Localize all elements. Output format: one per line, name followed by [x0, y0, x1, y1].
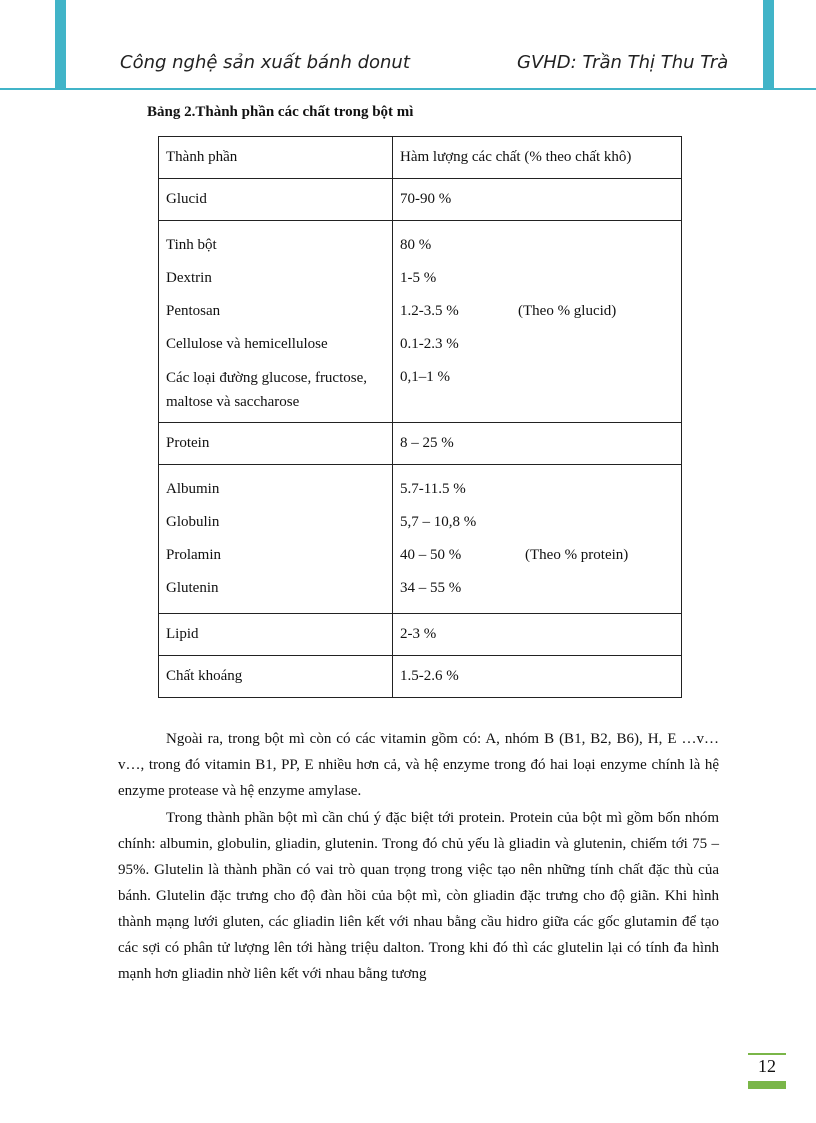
protein-item-name: Prolamin	[166, 547, 221, 563]
paragraph-text: Ngoài ra, trong bột mì còn có các vitamin gồm có: A, nhóm B (B1, B2, B6), H, E …v…v…, trong đó vitamin B1, PP, E nhiều hơn cả, và hệ enzyme trong đó hai loại enzyme chính là hệ enzyme protease và hệ enzyme amylase.	[118, 731, 719, 799]
cell-glucid-value: 70-90 %	[393, 179, 682, 221]
protein-item-name: Glutenin	[166, 580, 219, 596]
page-number: 12	[758, 1056, 776, 1076]
carb-item-value: 0.1-2.3 %	[400, 336, 459, 352]
cell-mineral-name: Chất khoáng	[159, 656, 393, 698]
protein-item-value: 5,7 – 10,8 %	[400, 514, 477, 530]
header-title: Công nghệ sản xuất bánh donut	[120, 52, 410, 73]
carb-item-name: Pentosan	[166, 303, 221, 319]
cell-carb-values	[393, 221, 682, 423]
carb-item-value: 1.2-3.5 %	[400, 303, 459, 319]
protein-item-name: Globulin	[166, 514, 220, 530]
protein-item-value: 40 – 50 %	[400, 547, 462, 563]
cell-protein-names	[159, 465, 393, 614]
carb-basis-note: (Theo % glucid)	[518, 303, 617, 319]
header-divider	[0, 88, 816, 90]
carb-item-value: 80 %	[400, 237, 432, 253]
table-row-mineral	[159, 656, 682, 698]
paragraph-vitamins	[118, 726, 719, 804]
table-header-row	[159, 137, 682, 179]
table-row-carb-details	[159, 221, 682, 423]
header-supervisor: GVHD: Trần Thị Thu Trà	[517, 52, 729, 73]
carb-item-value: 1-5 %	[400, 270, 437, 286]
cell-lipid-value: 2-3 %	[393, 614, 682, 656]
carb-item-value: 0,1–1 %	[400, 369, 450, 385]
carb-item-name: Các loại đường glucose, fructose, maltose và saccharose	[166, 370, 368, 410]
protein-basis-note: (Theo % protein)	[525, 547, 629, 563]
cell-protein-values	[393, 465, 682, 614]
table-row-glucid	[159, 179, 682, 221]
protein-item-name: Albumin	[166, 481, 220, 497]
protein-item-value: 34 – 55 %	[400, 580, 462, 596]
composition-table	[158, 136, 682, 698]
carb-item-name: Tinh bột	[166, 237, 217, 253]
cell-mineral-value: 1.5-2.6 %	[393, 656, 682, 698]
carb-item-name: Dextrin	[166, 270, 212, 286]
page-number-top-bar	[748, 1053, 786, 1055]
table-row-protein-details	[159, 465, 682, 614]
page-number-bottom-bar	[748, 1081, 786, 1089]
cell-protein-name: Protein	[159, 423, 393, 465]
header-right-accent-bar	[763, 0, 774, 90]
cell-carb-names	[159, 221, 393, 423]
header-left-accent-bar	[55, 0, 66, 90]
paragraph-text: Trong thành phần bột mì cần chú ý đặc biệt tới protein. Protein của bột mì gồm bốn nhóm chính: albumin, globulin, gliadin, glutenin. Trong đó chủ yếu là gliadin và glutenin, chiếm tới 75 – 95%. Glutelin là thành phần có vai trò quan trọng trong việc tạo nên những tính chất đặc thù của bánh. Glutelin đặc trưng cho độ đàn hồi của bột mì, còn gliadin đặc trưng cho độ giãn. Khi hình thành mạng lưới gluten, các gliadin liên kết với nhau bằng cầu hidro giữa các gốc glutamin để tạo các sợi có phân tử lượng lên tới hàng triệu dalton. Trong khi đó thì các glutelin lại có tính đa hình mạnh hơn gliadin nhờ liên kết với nhau bằng tương	[118, 810, 719, 982]
cell-glucid-name: Glucid	[159, 179, 393, 221]
header-cell-content: Hàm lượng các chất (% theo chất khô)	[393, 137, 682, 179]
protein-item-value: 5.7-11.5 %	[400, 481, 466, 497]
header-cell-component: Thành phần	[159, 137, 393, 179]
table-row-protein	[159, 423, 682, 465]
cell-lipid-name: Lipid	[159, 614, 393, 656]
table-row-lipid	[159, 614, 682, 656]
paragraph-protein	[118, 805, 719, 987]
carb-item-name: Cellulose và hemicellulose	[166, 336, 328, 352]
table-caption: Bảng 2.Thành phần các chất trong bột mì	[147, 104, 414, 120]
cell-protein-value: 8 – 25 %	[393, 423, 682, 465]
